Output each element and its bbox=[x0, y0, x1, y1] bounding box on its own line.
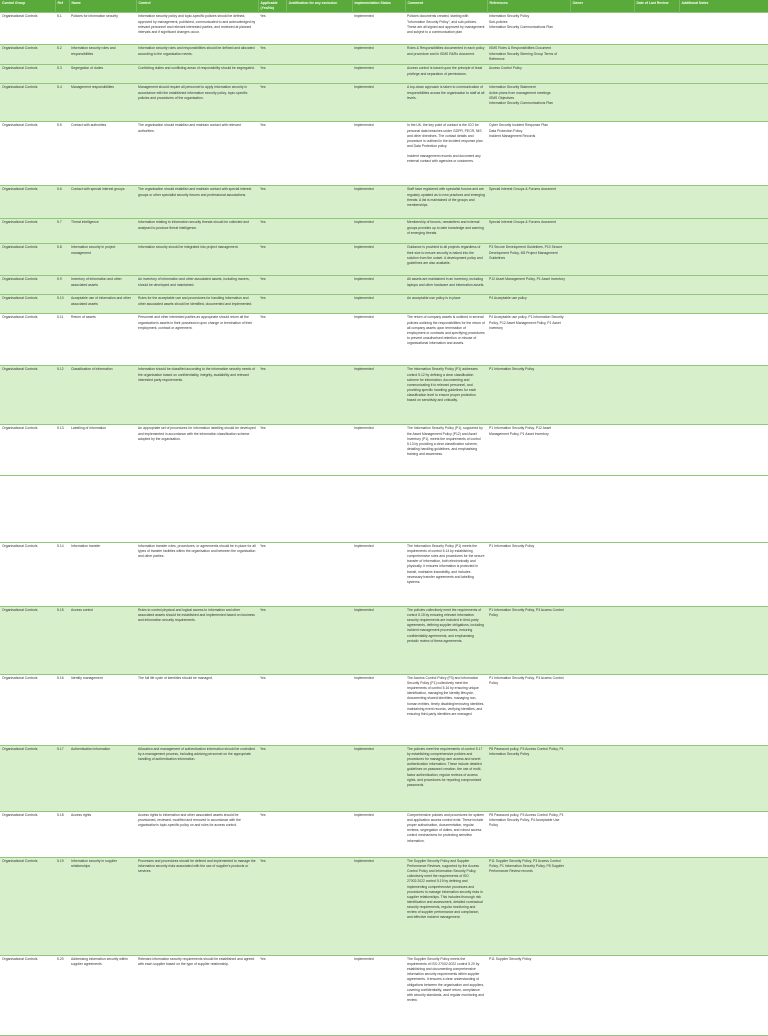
cell-control[interactable]: An inventory of information and other associated assets, including owners, should be developed and maintained. bbox=[136, 276, 258, 295]
cell-applicable[interactable]: Yes bbox=[258, 543, 286, 607]
cell-implementation-status[interactable]: Implemented bbox=[352, 186, 405, 219]
cell-implementation-status[interactable]: Implemented bbox=[352, 812, 405, 858]
cell-owner[interactable] bbox=[570, 276, 634, 295]
cell-control[interactable]: Management should require all personnel to apply information security in accordance with the established information security policy, topic-specific policies and procedures of the organisation. bbox=[136, 84, 258, 122]
cell-justification[interactable] bbox=[286, 314, 352, 366]
cell-references[interactable]: ISMS Roles & Responsibilities Document Information Security Steering Group Terms of Reference bbox=[487, 45, 570, 65]
cell-justification[interactable] bbox=[286, 746, 352, 812]
cell-justification[interactable] bbox=[286, 543, 352, 607]
cell-ref[interactable]: 5.20 bbox=[55, 956, 69, 1036]
cell-control[interactable]: Access rights to information and other associated assets should be provisioned, reviewed, modified and removed in accordance with the organisation's topic-specific policy on and rules for access control. bbox=[136, 812, 258, 858]
cell-name[interactable]: Information security in project management bbox=[69, 244, 136, 276]
cell-date-of-last-review[interactable] bbox=[634, 186, 679, 219]
cell-control-group[interactable]: Organisational Controls bbox=[0, 65, 55, 84]
table-row bbox=[0, 366, 768, 425]
cell-comment[interactable]: Access control is based upon the principle of least privilege and separation of permissions. bbox=[405, 65, 487, 84]
cell-references[interactable]: P8 Password policy, P3 Access Control Policy, P1 Information Security Policy bbox=[487, 746, 570, 812]
cell-applicable[interactable]: Yes bbox=[258, 65, 286, 84]
cell-control-group[interactable]: Organisational Controls bbox=[0, 956, 55, 1036]
cell-implementation-status[interactable]: Implemented bbox=[352, 314, 405, 366]
cell-references[interactable]: Information Security Policy Sub-policies Information Security Communications Plan bbox=[487, 13, 570, 45]
cell-implementation-status[interactable]: Implemented bbox=[352, 13, 405, 45]
cell-control[interactable]: Information security roles and responsibilities should be defined and allocated according to the organisation needs. bbox=[136, 45, 258, 65]
table-row bbox=[0, 276, 768, 295]
cell-justification[interactable] bbox=[286, 295, 352, 314]
cell-ref[interactable]: 5.14 bbox=[55, 543, 69, 607]
cell-justification[interactable] bbox=[286, 366, 352, 425]
cell-owner[interactable] bbox=[570, 45, 634, 65]
cell-applicable[interactable]: Yes bbox=[258, 366, 286, 425]
cell-additional-notes[interactable] bbox=[679, 746, 768, 812]
cell-additional-notes[interactable] bbox=[679, 314, 768, 366]
header-owner: Owner bbox=[570, 0, 634, 13]
cell-ref[interactable]: 5.10 bbox=[55, 295, 69, 314]
cell-references[interactable]: P1 Information Security Policy, P12 Asset Management Policy, P1 Asset Inventory bbox=[487, 425, 570, 476]
spreadsheet-page-2 bbox=[0, 542, 768, 1036]
spreadsheet-page-1 bbox=[0, 0, 768, 476]
controls-table-page-2 bbox=[0, 542, 768, 1036]
table-row bbox=[0, 45, 768, 65]
cell-control-group[interactable]: Organisational Controls bbox=[0, 812, 55, 858]
table-row bbox=[0, 65, 768, 84]
cell-applicable[interactable]: Yes bbox=[258, 607, 286, 675]
cell-additional-notes[interactable] bbox=[679, 219, 768, 244]
table-body-page-2 bbox=[0, 543, 768, 1036]
cell-name[interactable]: Contact with authorities bbox=[69, 122, 136, 186]
header-applicable: Applicable (Yes/No) bbox=[258, 0, 286, 13]
cell-ref[interactable]: 5.3 bbox=[55, 65, 69, 84]
cell-ref[interactable]: 5.19 bbox=[55, 858, 69, 956]
cell-ref[interactable]: 5.17 bbox=[55, 746, 69, 812]
table-row bbox=[0, 84, 768, 122]
cell-comment[interactable]: Guidance is provided to all projects regardless of their size to ensure security is baked into the solution from the outset. A development policy and guidelines are also available. bbox=[405, 244, 487, 276]
cell-ref[interactable]: 5.8 bbox=[55, 244, 69, 276]
cell-justification[interactable] bbox=[286, 219, 352, 244]
cell-applicable[interactable]: Yes bbox=[258, 956, 286, 1036]
cell-ref[interactable]: 5.16 bbox=[55, 675, 69, 746]
cell-owner[interactable] bbox=[570, 13, 634, 45]
cell-justification[interactable] bbox=[286, 244, 352, 276]
cell-control-group[interactable]: Organisational Controls bbox=[0, 244, 55, 276]
cell-date-of-last-review[interactable] bbox=[634, 13, 679, 45]
cell-control-group[interactable]: Organisational Controls bbox=[0, 425, 55, 476]
cell-name[interactable]: Management responsibilities bbox=[69, 84, 136, 122]
table-row bbox=[0, 13, 768, 45]
cell-references[interactable]: P1 Information Security Policy bbox=[487, 366, 570, 425]
cell-control-group[interactable]: Organisational Controls bbox=[0, 858, 55, 956]
cell-date-of-last-review[interactable] bbox=[634, 45, 679, 65]
cell-additional-notes[interactable] bbox=[679, 543, 768, 607]
cell-control-group[interactable]: Organisational Controls bbox=[0, 13, 55, 45]
cell-references[interactable]: Special Interest Groups & Forums document bbox=[487, 219, 570, 244]
cell-comment[interactable]: Comprehensive policies and procedures for system and application access control exist. These include proper authorisation, documentation, regular reviews, segregation of duties, and robust access control mechanisms for protecting sensitive information. bbox=[405, 812, 487, 858]
cell-implementation-status[interactable]: Implemented bbox=[352, 276, 405, 295]
cell-owner[interactable] bbox=[570, 858, 634, 956]
cell-control[interactable]: Processes and procedures should be defined and implemented to manage the information security risks associated with the use of supplier's products or services. bbox=[136, 858, 258, 956]
cell-applicable[interactable]: Yes bbox=[258, 84, 286, 122]
cell-applicable[interactable]: Yes bbox=[258, 295, 286, 314]
cell-implementation-status[interactable]: Implemented bbox=[352, 746, 405, 812]
header-control: Control bbox=[136, 0, 258, 13]
cell-justification[interactable] bbox=[286, 812, 352, 858]
cell-references[interactable]: P11 Supplier Security Policy bbox=[487, 956, 570, 1036]
cell-applicable[interactable]: Yes bbox=[258, 122, 286, 186]
cell-ref[interactable]: 5.4 bbox=[55, 84, 69, 122]
cell-owner[interactable] bbox=[570, 607, 634, 675]
cell-comment[interactable]: In the UK, the key point of contact is the ICO for personal data breaches under GDPR, PECR, NIS and other directives. The contact details and procedure is outlined in the incident response plan and Data Protection policy. Incident management records and document any external contact with agencies or customers. bbox=[405, 122, 487, 186]
cell-applicable[interactable]: Yes bbox=[258, 675, 286, 746]
cell-owner[interactable] bbox=[570, 812, 634, 858]
cell-control[interactable]: Information security policy and topic-specific policies should be defined, approved by management, published, communicated to and acknowledged by relevant personnel and relevant interested parties, and reviewed at planned intervals and if significant changes occur. bbox=[136, 13, 258, 45]
cell-ref[interactable]: 5.9 bbox=[55, 276, 69, 295]
cell-justification[interactable] bbox=[286, 186, 352, 219]
cell-comment[interactable]: The Supplier Security Policy meets the requirements of ISO 27002:2022 control 5.20 by establishing and documenting comprehensive information security requirements within supplier agreements. It ensures a clear understanding of obligations between the organisation and suppliers, covering confidentiality, asset return, compliance with security standards, and regular monitoring and review. bbox=[405, 956, 487, 1036]
cell-date-of-last-review[interactable] bbox=[634, 812, 679, 858]
cell-additional-notes[interactable] bbox=[679, 675, 768, 746]
table-row bbox=[0, 858, 768, 956]
cell-control-group[interactable]: Organisational Controls bbox=[0, 219, 55, 244]
cell-references[interactable]: P1 Information Security Policy, P3 Access Control Policy bbox=[487, 675, 570, 746]
cell-control[interactable]: The full life cycle of identities should be managed. bbox=[136, 675, 258, 746]
cell-owner[interactable] bbox=[570, 746, 634, 812]
table-row bbox=[0, 122, 768, 186]
cell-control-group[interactable]: Organisational Controls bbox=[0, 295, 55, 314]
cell-control-group[interactable]: Organisational Controls bbox=[0, 675, 55, 746]
cell-applicable[interactable]: Yes bbox=[258, 186, 286, 219]
cell-control[interactable]: Allocation and management of authentication information should be controlled by a management process, including advising personnel on the appropriate handling of authentication information. bbox=[136, 746, 258, 812]
cell-additional-notes[interactable] bbox=[679, 425, 768, 476]
table-row bbox=[0, 425, 768, 476]
cell-implementation-status[interactable]: Implemented bbox=[352, 675, 405, 746]
cell-control-group[interactable]: Organisational Controls bbox=[0, 122, 55, 186]
cell-name[interactable]: Policies for information security bbox=[69, 13, 136, 45]
cell-control-group[interactable]: Organisational Controls bbox=[0, 746, 55, 812]
cell-comment[interactable]: All assets are maintained in an inventory, including laptops and other hardware and information assets. bbox=[405, 276, 487, 295]
cell-ref[interactable]: 5.13 bbox=[55, 425, 69, 476]
cell-ref[interactable]: 5.11 bbox=[55, 314, 69, 366]
cell-control[interactable]: Conflicting duties and conflicting areas of responsibility should be segregated. bbox=[136, 65, 258, 84]
cell-comment[interactable]: Policies documents created, starting with "Information Security Policy", and sub-policies. These are all signed and approved by management and subject to a communication plan bbox=[405, 13, 487, 45]
cell-date-of-last-review[interactable] bbox=[634, 858, 679, 956]
cell-references[interactable]: P4 Acceptable use policy bbox=[487, 295, 570, 314]
cell-control[interactable]: Rules for the acceptable use and procedures for handling information and other associated assets should be identified, documented and implemented. bbox=[136, 295, 258, 314]
cell-comment[interactable]: The Access Control Policy (P3) and Information Security Policy (P1) collectively meet the requirements of control 5.16 by ensuring unique identification, managing the identity lifecycle, documenting shared identities, managing non-human entities, timely disabling/removing identities, maintaining event records, verifying identities, and ensuring third-party identities are managed. bbox=[405, 675, 487, 746]
cell-date-of-last-review[interactable] bbox=[634, 219, 679, 244]
cell-comment[interactable]: The policies meet the requirements of control 5.17 by establishing comprehensive policies and procedures for managing user access and secret authentication information. These include detailed guidelines on password creation, the use of multi-factor authentication, regular reviews of access rights, and procedures for reporting compromised passwords. bbox=[405, 746, 487, 812]
cell-applicable[interactable]: Yes bbox=[258, 858, 286, 956]
cell-justification[interactable] bbox=[286, 675, 352, 746]
cell-applicable[interactable]: Yes bbox=[258, 244, 286, 276]
cell-justification[interactable] bbox=[286, 84, 352, 122]
cell-comment[interactable]: The return of company assets is outlined in several policies outlining the responsibilities for the return of all company assets upon termination of employment or contracts and specifying procedures to prevent unauthorised retention or misuse of organisational information and assets. bbox=[405, 314, 487, 366]
table-body-page-1 bbox=[0, 13, 768, 476]
cell-implementation-status[interactable]: Implemented bbox=[352, 122, 405, 186]
cell-implementation-status[interactable]: Implemented bbox=[352, 244, 405, 276]
cell-references[interactable]: P12 Asset Management Policy, P1 Asset Inventory bbox=[487, 276, 570, 295]
cell-implementation-status[interactable]: Implemented bbox=[352, 65, 405, 84]
cell-name[interactable]: Information security in supplier relationships bbox=[69, 858, 136, 956]
cell-applicable[interactable]: Yes bbox=[258, 425, 286, 476]
cell-control[interactable]: Information security should be integrated into project management. bbox=[136, 244, 258, 276]
table-row bbox=[0, 314, 768, 366]
table-row bbox=[0, 607, 768, 675]
cell-ref[interactable]: 5.18 bbox=[55, 812, 69, 858]
cell-date-of-last-review[interactable] bbox=[634, 84, 679, 122]
cell-references[interactable]: P3 Secure Development Guidelines, P10 Secure Development Policy, M3 Project Management Guidelines bbox=[487, 244, 570, 276]
cell-references[interactable]: Information Security Statement Action plans from management meetings ISMS Objectives Information Security Communications Plan bbox=[487, 84, 570, 122]
header-control-group: Control Group bbox=[0, 0, 55, 13]
cell-control-group[interactable]: Organisational Controls bbox=[0, 84, 55, 122]
cell-implementation-status[interactable]: Implemented bbox=[352, 858, 405, 956]
cell-owner[interactable] bbox=[570, 219, 634, 244]
header-ref: Ref bbox=[55, 0, 69, 13]
cell-name[interactable]: Labelling of information bbox=[69, 425, 136, 476]
cell-comment[interactable]: Membership of forums, newsletters and external groups provides up to date knowledge and warning of emerging threats. bbox=[405, 219, 487, 244]
cell-control-group[interactable]: Organisational Controls bbox=[0, 543, 55, 607]
cell-control-group[interactable]: Organisational Controls bbox=[0, 276, 55, 295]
cell-implementation-status[interactable]: Implemented bbox=[352, 295, 405, 314]
cell-justification[interactable] bbox=[286, 425, 352, 476]
cell-ref[interactable]: 5.7 bbox=[55, 219, 69, 244]
cell-owner[interactable] bbox=[570, 84, 634, 122]
cell-additional-notes[interactable] bbox=[679, 276, 768, 295]
cell-implementation-status[interactable]: Implemented bbox=[352, 84, 405, 122]
cell-date-of-last-review[interactable] bbox=[634, 314, 679, 366]
cell-implementation-status[interactable]: Implemented bbox=[352, 366, 405, 425]
cell-date-of-last-review[interactable] bbox=[634, 276, 679, 295]
cell-justification[interactable] bbox=[286, 276, 352, 295]
cell-references[interactable]: P1 Information Security Policy, P3 Access Control Policy bbox=[487, 607, 570, 675]
cell-ref[interactable]: 5.2 bbox=[55, 45, 69, 65]
cell-implementation-status[interactable]: Implemented bbox=[352, 45, 405, 65]
cell-owner[interactable] bbox=[570, 186, 634, 219]
cell-name[interactable]: Authentication information bbox=[69, 746, 136, 812]
cell-owner[interactable] bbox=[570, 244, 634, 276]
cell-comment[interactable]: The Information Security Policy (P1), supported by the Asset Management Policy (P12) and Asset Inventory (P1), meets the requirements of control 5.13 by providing a clear classification scheme, detailing handling guidelines, and emphasising training and awareness. bbox=[405, 425, 487, 476]
cell-justification[interactable] bbox=[286, 607, 352, 675]
cell-justification[interactable] bbox=[286, 65, 352, 84]
cell-name[interactable]: Segregation of duties bbox=[69, 65, 136, 84]
cell-name[interactable]: Identity management bbox=[69, 675, 136, 746]
header-justification: Justification for any exclusion bbox=[286, 0, 352, 13]
cell-ref[interactable]: 5.5 bbox=[55, 122, 69, 186]
cell-additional-notes[interactable] bbox=[679, 858, 768, 956]
cell-control[interactable]: Information transfer rules, procedures, or agreements should be in place for all types of transfer facilities within the organisation and between the organisation and other parties. bbox=[136, 543, 258, 607]
cell-name[interactable]: Inventory of information and other associated assets bbox=[69, 276, 136, 295]
cell-comment[interactable]: A top-down approach is taken to communication of responsibilities across the organisation to staff at all levels. bbox=[405, 84, 487, 122]
table-row bbox=[0, 675, 768, 746]
cell-date-of-last-review[interactable] bbox=[634, 65, 679, 84]
cell-additional-notes[interactable] bbox=[679, 13, 768, 45]
cell-name[interactable]: Information transfer bbox=[69, 543, 136, 607]
cell-name[interactable]: Acceptable use of information and other associated assets bbox=[69, 295, 136, 314]
cell-date-of-last-review[interactable] bbox=[634, 366, 679, 425]
cell-date-of-last-review[interactable] bbox=[634, 425, 679, 476]
cell-references[interactable]: Access Control Policy bbox=[487, 65, 570, 84]
cell-control[interactable]: The organisation should establish and maintain contact with relevant authorities. bbox=[136, 122, 258, 186]
cell-implementation-status[interactable]: Implemented bbox=[352, 543, 405, 607]
cell-applicable[interactable]: Yes bbox=[258, 314, 286, 366]
cell-name[interactable]: Access control bbox=[69, 607, 136, 675]
cell-references[interactable]: P8 Password policy, P3 Access Control Policy, P1 Information Security Policy, P4 Acceptable Use Policy bbox=[487, 812, 570, 858]
cell-control-group[interactable]: Organisational Controls bbox=[0, 607, 55, 675]
cell-owner[interactable] bbox=[570, 295, 634, 314]
cell-name[interactable]: Threat intelligence bbox=[69, 219, 136, 244]
cell-name[interactable]: Information security roles and responsibilities bbox=[69, 45, 136, 65]
cell-owner[interactable] bbox=[570, 314, 634, 366]
cell-implementation-status[interactable]: Implemented bbox=[352, 607, 405, 675]
cell-control-group[interactable]: Organisational Controls bbox=[0, 314, 55, 366]
cell-date-of-last-review[interactable] bbox=[634, 607, 679, 675]
cell-ref[interactable]: 5.1 bbox=[55, 13, 69, 45]
header-implementation-status: Implementation Status bbox=[352, 0, 405, 13]
cell-date-of-last-review[interactable] bbox=[634, 295, 679, 314]
cell-date-of-last-review[interactable] bbox=[634, 244, 679, 276]
header-references: References bbox=[487, 0, 570, 13]
cell-justification[interactable] bbox=[286, 45, 352, 65]
cell-applicable[interactable]: Yes bbox=[258, 13, 286, 45]
cell-owner[interactable] bbox=[570, 65, 634, 84]
cell-implementation-status[interactable]: Implemented bbox=[352, 425, 405, 476]
cell-additional-notes[interactable] bbox=[679, 122, 768, 186]
cell-comment[interactable]: The Information Security Policy (P1) meets the requirements of control 5.14 by establishing comprehensive rules and procedures for the secure transfer of information, both electronically and physically. It ensures information is protected in transit, maintains traceability, and includes necessary transfer agreements and labelling systems. bbox=[405, 543, 487, 607]
cell-references[interactable]: P1 Information Security Policy bbox=[487, 543, 570, 607]
header-row bbox=[0, 0, 768, 13]
cell-owner[interactable] bbox=[570, 122, 634, 186]
header-name: Name bbox=[69, 0, 136, 13]
cell-justification[interactable] bbox=[286, 858, 352, 956]
header-date-of-last-review: Date of Last Review bbox=[634, 0, 679, 13]
cell-additional-notes[interactable] bbox=[679, 186, 768, 219]
cell-applicable[interactable]: Yes bbox=[258, 276, 286, 295]
header-comment: Comment bbox=[405, 0, 487, 13]
cell-applicable[interactable]: Yes bbox=[258, 746, 286, 812]
cell-additional-notes[interactable] bbox=[679, 812, 768, 858]
cell-references[interactable]: Special Interest Groups & Forums document bbox=[487, 186, 570, 219]
cell-name[interactable]: Contact with special interest groups bbox=[69, 186, 136, 219]
cell-justification[interactable] bbox=[286, 13, 352, 45]
cell-owner[interactable] bbox=[570, 675, 634, 746]
table-row bbox=[0, 219, 768, 244]
cell-control-group[interactable]: Organisational Controls bbox=[0, 366, 55, 425]
cell-implementation-status[interactable]: Implemented bbox=[352, 219, 405, 244]
cell-comment[interactable]: Roles & Responsibilities documented in each policy and procedure and in ISMS R&Rs document. bbox=[405, 45, 487, 65]
cell-control[interactable]: The organisation should establish and maintain contact with special interest groups or other specialist security forums and professional associations. bbox=[136, 186, 258, 219]
cell-ref[interactable]: 5.12 bbox=[55, 366, 69, 425]
header-additional-notes: Additional Notes bbox=[679, 0, 768, 13]
table-row bbox=[0, 812, 768, 858]
cell-additional-notes[interactable] bbox=[679, 244, 768, 276]
cell-comment[interactable]: Staff have registered with specialist forums and are regularly updated as to new practices and emerging threats. A list is maintained of the groups and memberships. bbox=[405, 186, 487, 219]
cell-comment[interactable]: The policies collectively meet the requirements of control 5.15 by ensuring relevant information security requirements are included in third-party agreements, defining supplier obligations, including incident management procedures, ensuring confidentiality agreements, and emphasising periodic review of these agreements. bbox=[405, 607, 487, 675]
cell-control[interactable]: Personnel and other interested parties as appropriate should return all the organisation's assets in their possession upon change or termination of their employment, contract or agreement. bbox=[136, 314, 258, 366]
cell-name[interactable]: Return of assets bbox=[69, 314, 136, 366]
cell-owner[interactable] bbox=[570, 366, 634, 425]
cell-additional-notes[interactable] bbox=[679, 607, 768, 675]
cell-control[interactable]: Information should be classified according to the information security needs of the organisation based on confidentiality, integrity, availability and relevant interested party requirements. bbox=[136, 366, 258, 425]
cell-references[interactable]: P11 Supplier Security Policy, P3 Access Control Policy, P1 Information Security Policy, P8 Supplier Performance Review records bbox=[487, 858, 570, 956]
cell-additional-notes[interactable] bbox=[679, 65, 768, 84]
cell-name[interactable]: Access rights bbox=[69, 812, 136, 858]
cell-additional-notes[interactable] bbox=[679, 45, 768, 65]
cell-comment[interactable]: The Information Security Policy (P1) addresses control 5.12 by defining a clear classification scheme for information, documenting and communicating it to relevant personnel, and providing specific handling guidelines for each classification level to ensure proper protection based on sensitivity and criticality. bbox=[405, 366, 487, 425]
cell-additional-notes[interactable] bbox=[679, 295, 768, 314]
cell-ref[interactable]: 5.15 bbox=[55, 607, 69, 675]
cell-control-group[interactable]: Organisational Controls bbox=[0, 45, 55, 65]
cell-references[interactable]: P4 Acceptable use policy, P1 Information Security Policy, P12 Asset Management Policy, P1 Asset Inventory bbox=[487, 314, 570, 366]
cell-applicable[interactable]: Yes bbox=[258, 45, 286, 65]
cell-control[interactable]: Rules to control physical and logical access to information and other associated assets should be established and implemented based on business and information security requirements. bbox=[136, 607, 258, 675]
cell-name[interactable]: Addressing information security within supplier agreements bbox=[69, 956, 136, 1036]
cell-control-group[interactable]: Organisational Controls bbox=[0, 186, 55, 219]
cell-name[interactable]: Classification of information bbox=[69, 366, 136, 425]
cell-comment[interactable]: An acceptable use policy is in place bbox=[405, 295, 487, 314]
table-row bbox=[0, 746, 768, 812]
table-row bbox=[0, 543, 768, 607]
table-row bbox=[0, 295, 768, 314]
cell-justification[interactable] bbox=[286, 122, 352, 186]
cell-applicable[interactable]: Yes bbox=[258, 812, 286, 858]
cell-applicable[interactable]: Yes bbox=[258, 219, 286, 244]
table-row bbox=[0, 186, 768, 219]
cell-comment[interactable]: The Supplier Security Policy and Supplier Performance Reviews, supported by the Access Control Policy and Information Security Policy, collectively meet the requirements of ISO 27002:2022 control 5.19 by defining and implementing comprehensive processes and procedures to manage information security risks in supplier relationships. This includes thorough risk identification and assessment, detailed contractual security requirements, regular monitoring and review of supplier performance and compliance, and effective incident management. bbox=[405, 858, 487, 956]
cell-additional-notes[interactable] bbox=[679, 366, 768, 425]
cell-owner[interactable] bbox=[570, 425, 634, 476]
controls-table-page-1 bbox=[0, 0, 768, 476]
cell-control[interactable]: Information relating to information security threats should be collected and analysed to produce threat intelligence. bbox=[136, 219, 258, 244]
cell-date-of-last-review[interactable] bbox=[634, 122, 679, 186]
cell-control[interactable]: An appropriate set of procedures for information labelling should be developed and implemented in accordance with the information classification scheme adopted by the organisation. bbox=[136, 425, 258, 476]
table-row bbox=[0, 244, 768, 276]
cell-date-of-last-review[interactable] bbox=[634, 746, 679, 812]
cell-control[interactable]: Relevant information security requirements should be established and agreed with each supplier based on the type of supplier relationship. bbox=[136, 956, 258, 1036]
cell-owner[interactable] bbox=[570, 543, 634, 607]
cell-ref[interactable]: 5.6 bbox=[55, 186, 69, 219]
cell-implementation-status[interactable]: Implemented bbox=[352, 956, 405, 1036]
cell-date-of-last-review[interactable] bbox=[634, 543, 679, 607]
cell-references[interactable]: Cyber Security Incident Response Plan Data Protection Policy Incident Management Records bbox=[487, 122, 570, 186]
cell-date-of-last-review[interactable] bbox=[634, 675, 679, 746]
cell-additional-notes[interactable] bbox=[679, 84, 768, 122]
